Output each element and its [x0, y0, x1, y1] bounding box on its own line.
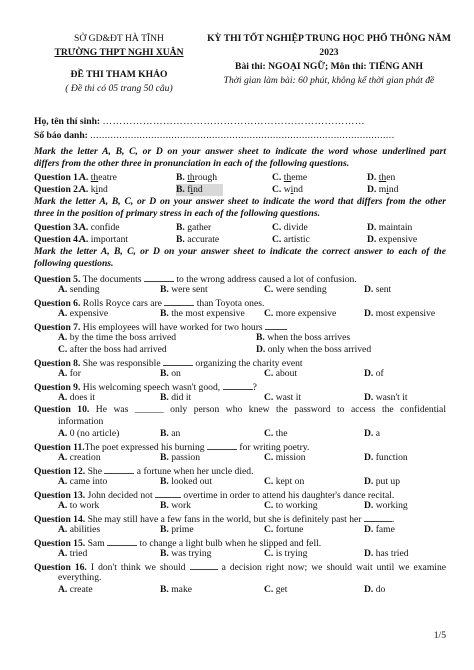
option-text: were sending: [275, 284, 327, 295]
exam-type: ĐỀ THI THAM KHẢO: [70, 69, 168, 80]
option-letter: D.: [364, 308, 374, 319]
option-b[interactable]: [160, 500, 191, 512]
option-text: sent: [375, 284, 392, 295]
stem-text: She: [87, 466, 102, 477]
option-text: an: [171, 428, 181, 439]
option-b[interactable]: [176, 184, 223, 196]
option-letter: B.: [160, 476, 169, 487]
instruction-line: differs from the other three in pronunciation in each of the following questions.: [34, 158, 350, 169]
option-d[interactable]: [364, 368, 384, 380]
underlined-part: i: [190, 184, 194, 195]
option-letter: B.: [160, 284, 169, 295]
option-text: gather: [187, 222, 212, 233]
option-letter: B.: [160, 548, 169, 559]
option-text: fame: [375, 524, 395, 535]
option-letter: D.: [256, 344, 266, 355]
stem-text: His welcoming speech wasn't good,: [82, 382, 221, 393]
word-part: nd: [293, 184, 303, 195]
question-label: Question 2.: [34, 184, 81, 195]
option-text: does it: [69, 392, 96, 403]
option-letter: D.: [367, 172, 377, 183]
option-a[interactable]: [79, 222, 120, 234]
question-label: Question 3.: [34, 222, 81, 233]
instruction-correct-answer: [34, 246, 446, 270]
word-part: nd: [388, 184, 399, 195]
time-note: Thời gian làm bài: 60 phút, không kể thời gian phát đề: [223, 75, 435, 86]
option-text: is trying: [275, 548, 308, 559]
option-letter: D.: [364, 548, 374, 559]
option-text: mission: [275, 452, 306, 463]
question-2: [34, 184, 446, 196]
instruction-line: following questions.: [34, 258, 114, 269]
option-b[interactable]: [176, 172, 217, 184]
stem-text: everything.: [58, 572, 102, 583]
stem-text: I don't think we should: [90, 562, 186, 573]
option-text: wast it: [275, 392, 302, 403]
option-c[interactable]: [272, 184, 303, 196]
option-text: get: [275, 584, 288, 595]
option-d[interactable]: [364, 584, 385, 596]
option-letter: A.: [79, 234, 89, 245]
question-label: Question 5.: [34, 274, 81, 285]
option-c[interactable]: [272, 222, 308, 234]
option-c[interactable]: [264, 524, 303, 536]
option-text: put up: [375, 476, 400, 487]
option-c[interactable]: [264, 500, 318, 512]
option-letter: C.: [272, 172, 282, 183]
question-label: Question 11.: [34, 442, 85, 453]
name-dots: ……………………………………………………………………: [102, 116, 365, 127]
word-part: m: [378, 184, 387, 195]
option-text: working: [375, 500, 408, 511]
page-number: 1/5: [433, 630, 446, 641]
answer-blank[interactable]: [104, 464, 134, 474]
option-letter: D.: [364, 452, 374, 463]
option-d[interactable]: [364, 428, 380, 440]
question-10-stem: [34, 404, 446, 416]
answer-blank[interactable]: [164, 296, 194, 306]
option-a[interactable]: [58, 308, 108, 320]
option-a[interactable]: [58, 548, 87, 560]
question-label: Question 15.: [34, 538, 86, 549]
option-letter: D.: [364, 500, 374, 511]
option-c[interactable]: [264, 584, 287, 596]
option-text: when the boss arrives: [267, 332, 351, 343]
stem-text: John decided not: [87, 490, 153, 501]
option-c[interactable]: [264, 368, 297, 380]
stem-text: The poet expressed his burning: [84, 442, 205, 453]
option-text: looked out: [171, 476, 212, 487]
option-c[interactable]: [272, 172, 307, 184]
instruction-line: Mark the letter A, B, C, or D on your answer sheet to indicate the correct answer to each of the: [34, 246, 446, 257]
instruction-line: Mark the letter A, B, C, or D on your answer sheet to indicate the word whose underlined part: [34, 146, 446, 157]
option-b[interactable]: [160, 476, 212, 488]
option-b[interactable]: [176, 234, 219, 246]
option-text: about: [275, 368, 298, 379]
option-text: by the time the boss arrived: [69, 332, 177, 343]
option-text: confide: [90, 222, 120, 233]
option-d[interactable]: [364, 392, 408, 404]
word-part: nd: [193, 184, 203, 195]
question-3: [34, 222, 446, 234]
option-text: after the boss had arrived: [69, 344, 167, 355]
option-letter: A.: [58, 332, 68, 343]
option-a[interactable]: [58, 332, 176, 344]
stem-text: She may still have a few fans in the world, but she is definitely past her: [87, 514, 362, 525]
option-text: expensive: [69, 308, 109, 319]
option-a[interactable]: [58, 428, 119, 440]
option-a[interactable]: [58, 392, 95, 404]
word-part: rough: [194, 172, 218, 183]
option-d[interactable]: [367, 234, 417, 246]
underlined-part: i: [290, 184, 294, 195]
stem-text: She was responsible: [82, 358, 161, 369]
option-a[interactable]: [58, 584, 93, 596]
option-letter: A.: [58, 500, 68, 511]
id-label: Số báo danh:: [34, 130, 88, 141]
answer-blank[interactable]: [163, 356, 193, 366]
school-name: TRƯỜNG THPT NGHI XUÂN: [54, 47, 184, 58]
option-b[interactable]: [160, 368, 181, 380]
stem-text: Sam: [87, 538, 105, 549]
option-letter: A.: [58, 584, 68, 595]
word-part: k: [90, 184, 96, 195]
exam-title: KỲ THI TỐT NGHIỆP TRUNG HỌC PHỔ THÔNG NĂM 2023: [207, 33, 451, 58]
answer-blank[interactable]: [190, 560, 218, 570]
option-a[interactable]: [58, 284, 100, 296]
option-b[interactable]: [160, 284, 208, 296]
question-8-stem: [34, 356, 446, 370]
option-text: to working: [275, 500, 318, 511]
option-letter: C.: [264, 584, 274, 595]
question-label: Question 4.: [34, 234, 81, 245]
stem-text: to change a light bulb when he slipped and fell.: [139, 538, 322, 549]
option-letter: A.: [58, 392, 68, 403]
option-c[interactable]: [58, 344, 167, 356]
option-a[interactable]: [58, 476, 107, 488]
question-16-stem-2: [34, 572, 446, 584]
option-c[interactable]: [272, 234, 310, 246]
header-left: [34, 32, 204, 96]
option-letter: A.: [58, 452, 68, 463]
option-letter: A.: [58, 428, 68, 439]
option-text: has tried: [375, 548, 409, 559]
option-letter: B.: [176, 184, 185, 195]
option-text: function: [375, 452, 408, 463]
option-b[interactable]: [160, 548, 211, 560]
option-text: create: [69, 584, 93, 595]
answer-blank[interactable]: [265, 320, 287, 330]
option-text: kept on: [275, 476, 305, 487]
word-part: f: [187, 184, 191, 195]
option-letter: B.: [160, 500, 169, 511]
option-d[interactable]: [364, 524, 395, 536]
option-text: only when the boss arrived: [267, 344, 372, 355]
option-text: was trying: [171, 548, 212, 559]
option-letter: D.: [364, 428, 374, 439]
option-letter: D.: [367, 222, 377, 233]
stem-text: The documents: [82, 274, 142, 285]
option-a[interactable]: [58, 368, 81, 380]
option-letter: C.: [272, 184, 282, 195]
option-text: work: [171, 500, 191, 511]
stem-text: information: [58, 416, 104, 427]
option-text: sending: [69, 284, 100, 295]
stem-text: overtime in order to attend his daughter's dance recital.: [183, 490, 395, 501]
option-c[interactable]: [264, 476, 304, 488]
option-letter: D.: [364, 476, 374, 487]
option-text: expensive: [378, 234, 418, 245]
option-a[interactable]: [79, 234, 128, 246]
word-part: eatre: [98, 172, 117, 183]
option-letter: C.: [264, 500, 274, 511]
option-text: prime: [171, 524, 194, 535]
option-d[interactable]: [364, 452, 408, 464]
option-d[interactable]: [364, 548, 409, 560]
option-text: important: [90, 234, 129, 245]
header-right: [200, 32, 458, 88]
option-letter: A.: [58, 476, 68, 487]
option-text: fortune: [275, 524, 304, 535]
option-letter: D.: [367, 184, 377, 195]
option-letter: C.: [264, 428, 274, 439]
option-text: were sent: [171, 284, 208, 295]
answer-blank[interactable]: [144, 272, 174, 282]
option-letter: C.: [264, 548, 274, 559]
option-letter: D.: [364, 584, 374, 595]
option-letter: D.: [364, 524, 374, 535]
option-c[interactable]: [264, 308, 336, 320]
option-d[interactable]: [367, 222, 412, 234]
option-letter: B.: [256, 332, 265, 343]
stem-text: a decision right now; we should wait until we examine: [221, 562, 446, 573]
option-letter: C.: [264, 308, 274, 319]
question-label: Question 13.: [34, 490, 86, 501]
instruction-stress: [34, 196, 446, 220]
option-d[interactable]: [367, 184, 398, 196]
option-letter: C.: [58, 344, 68, 355]
question-label: Question 14.: [34, 514, 86, 525]
option-b[interactable]: [160, 524, 194, 536]
stem-text: Rolls Royce cars are: [82, 298, 162, 309]
option-b[interactable]: [160, 452, 200, 464]
instruction-line: three in the position of primary stress in each of the following questions.: [34, 208, 320, 219]
stem-text: His employees will have worked for two hours: [82, 322, 263, 333]
option-letter: C.: [264, 476, 274, 487]
option-letter: B.: [160, 392, 169, 403]
option-text: artistic: [283, 234, 310, 245]
option-letter: B.: [160, 368, 169, 379]
option-text: did it: [171, 392, 192, 403]
option-letter: C.: [264, 368, 274, 379]
option-b[interactable]: [256, 332, 350, 344]
instruction-line: Mark the letter A, B, C, or D on your answer sheet to indicate the word that differs from the other: [34, 196, 446, 207]
student-id-line: [34, 130, 395, 141]
option-letter: A.: [79, 222, 89, 233]
stem-text: to the wrong address caused a lot of confusion.: [176, 274, 357, 285]
underlined-part: th: [283, 172, 292, 183]
option-b[interactable]: [160, 392, 191, 404]
option-letter: A.: [58, 368, 68, 379]
option-letter: B.: [176, 172, 185, 183]
answer-blank[interactable]: [223, 380, 253, 390]
option-letter: A.: [58, 284, 68, 295]
option-text: to work: [69, 500, 100, 511]
option-letter: B.: [176, 222, 185, 233]
option-text: wasn't it: [375, 392, 408, 403]
option-b[interactable]: [160, 428, 180, 440]
option-c[interactable]: [264, 548, 307, 560]
option-letter: A.: [79, 172, 89, 183]
option-text: creation: [69, 452, 101, 463]
option-a[interactable]: [79, 184, 108, 196]
option-d[interactable]: [364, 308, 435, 320]
question-label: Question 8.: [34, 358, 81, 369]
stem-text: organizing the charity event: [195, 358, 303, 369]
option-letter: C.: [264, 284, 274, 295]
option-text: do: [375, 584, 386, 595]
option-text: tried: [69, 548, 88, 559]
option-letter: B.: [160, 584, 169, 595]
option-letter: B.: [160, 452, 169, 463]
option-d[interactable]: [364, 476, 400, 488]
question-label: Question 16.: [34, 562, 87, 573]
underlined-part: th: [187, 172, 195, 183]
word-part: eme: [291, 172, 308, 183]
option-letter: C.: [264, 452, 274, 463]
option-letter: B.: [176, 234, 185, 245]
option-d[interactable]: [364, 500, 408, 512]
option-c[interactable]: [264, 452, 306, 464]
option-text: came into: [69, 476, 108, 487]
option-letter: C.: [272, 234, 282, 245]
option-text: accurate: [187, 234, 220, 245]
option-text: divide: [283, 222, 308, 233]
option-b[interactable]: [160, 308, 245, 320]
answer-blank[interactable]: [155, 488, 181, 498]
answer-blank[interactable]: [364, 512, 392, 522]
stem-text: ?: [252, 382, 257, 393]
option-letter: D.: [364, 284, 374, 295]
option-letter: B.: [160, 308, 169, 319]
question-1: [34, 172, 446, 184]
option-text: a: [375, 428, 380, 439]
option-text: on: [171, 368, 181, 379]
name-label: Họ, tên thí sinh:: [34, 116, 101, 127]
exam-subject: Bài thi: NGOẠI NGỮ; Môn thi: TIẾNG ANH: [235, 61, 423, 72]
option-letter: D.: [364, 392, 374, 403]
option-letter: B.: [160, 428, 169, 439]
option-text: most expensive: [375, 308, 436, 319]
word-part: w: [283, 184, 291, 195]
word-part: en: [386, 172, 396, 183]
option-letter: A.: [58, 548, 68, 559]
option-d[interactable]: [367, 172, 395, 184]
stem-text: He was ______ only person who knew the password to access the confidential: [95, 404, 446, 415]
answer-blank[interactable]: [207, 440, 237, 450]
option-letter: A.: [58, 524, 68, 535]
stem-text: .: [391, 514, 395, 525]
option-a[interactable]: [58, 452, 101, 464]
question-label: Question 10.: [34, 404, 90, 415]
option-letter: B.: [160, 524, 169, 535]
option-c[interactable]: [264, 428, 287, 440]
word-part: nd: [98, 184, 108, 195]
option-letter: D.: [367, 234, 377, 245]
option-b[interactable]: [160, 584, 192, 596]
stem-text: a fortune when her uncle died.: [136, 466, 254, 477]
option-a[interactable]: [58, 524, 100, 536]
option-letter: A.: [58, 308, 68, 319]
question-label: Question 9.: [34, 382, 81, 393]
option-c[interactable]: [264, 392, 301, 404]
question-4: [34, 234, 446, 246]
question-label: Question 12.: [34, 466, 86, 477]
option-text: of: [375, 368, 384, 379]
pages-note: ( Đề thi có 05 trang 50 câu): [65, 83, 173, 94]
option-text: maintain: [378, 222, 413, 233]
underlined-part: i: [386, 184, 389, 195]
instruction-pronunciation: [34, 146, 446, 170]
underlined-part: i: [95, 184, 99, 195]
option-text: the: [275, 428, 288, 439]
option-d[interactable]: [364, 284, 391, 296]
student-name-line: [34, 116, 365, 127]
option-d[interactable]: [256, 344, 371, 356]
stem-text: than Toyota ones.: [196, 298, 265, 309]
option-b[interactable]: [176, 222, 211, 234]
option-letter: C.: [264, 392, 274, 403]
stem-text: for writing poetry.: [239, 442, 310, 453]
option-text: the most expensive: [171, 308, 245, 319]
option-letter: A.: [79, 184, 89, 195]
option-a[interactable]: [79, 172, 117, 184]
option-text: make: [171, 584, 192, 595]
question-label: Question 7.: [34, 322, 81, 333]
dept-name: SỞ GD&ĐT HÀ TĨNH: [74, 33, 164, 44]
option-text: 0 (no article): [69, 428, 120, 439]
option-letter: D.: [364, 368, 374, 379]
option-text: abilities: [69, 524, 101, 535]
option-text: passion: [171, 452, 200, 463]
underlined-part: th: [90, 172, 99, 183]
id-dots: .........................................................................................................: [90, 130, 395, 141]
option-text: for: [69, 368, 81, 379]
question-label: Question 1.: [34, 172, 81, 183]
answer-blank[interactable]: [107, 536, 137, 546]
question-label: Question 6.: [34, 298, 81, 309]
question-10-stem-2: [34, 416, 446, 428]
option-c[interactable]: [264, 284, 327, 296]
option-letter: C.: [272, 222, 282, 233]
underlined-part: th: [378, 172, 387, 183]
option-text: more expensive: [275, 308, 337, 319]
option-letter: C.: [264, 524, 274, 535]
option-a[interactable]: [58, 500, 99, 512]
